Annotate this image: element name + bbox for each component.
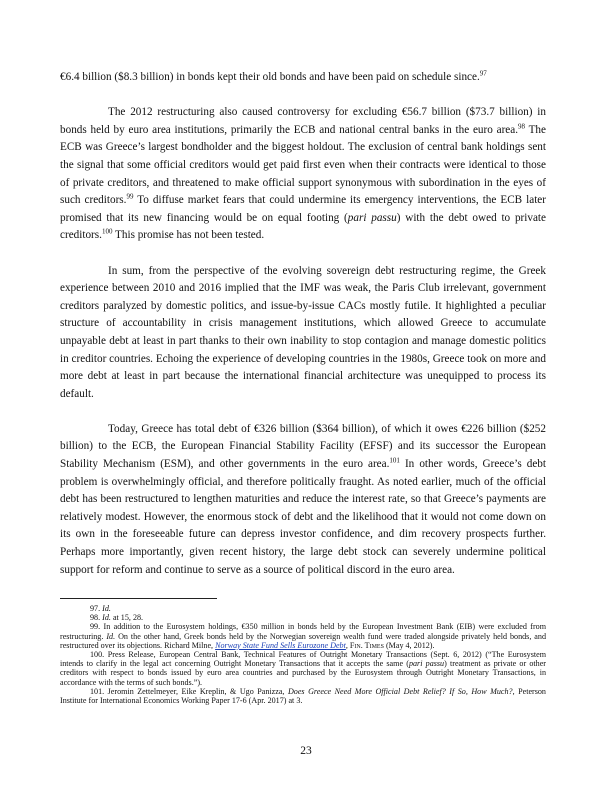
- footnote-number: 99.: [90, 622, 101, 632]
- footnote-divider: [60, 598, 217, 599]
- paragraph-text: In sum, from the perspective of the evolving sovereign debt restructuring regime, the Greek experience between 2010 and 2016 implied that the IMF was weak, the Paris Club irrelevant, government creditors paralyzed by domestic politics, and issue-by-issue CACs mostly futile. It highlighted a peculiar structure of accountability in crisis management institutions, which allowed Greece to accumulate unpayable debt at least in part thanks to their own inability to stop contagion and manage domestic politics in creditor countries. Echoing the experience of developing countries in the 1980s, Greece took on more and more debt at least in part because the international financial architecture was unequipped to process its default.: [60, 264, 546, 400]
- footnote-italic: Id.: [106, 631, 116, 641]
- footnote-ref-99[interactable]: 99: [126, 192, 134, 201]
- article-link-text[interactable]: Norway State Fund Sells Eurozone Debt: [215, 640, 346, 650]
- footnote-101: [60, 687, 546, 705]
- footnote-italic: Id.: [102, 604, 111, 613]
- footnote-ref-98[interactable]: 98: [518, 122, 526, 131]
- paragraph-text: €6.4 billion ($8.3 billion) in bonds kept their old bonds and have been paid on schedule since.: [60, 71, 480, 83]
- footnote-text: , F: [345, 640, 355, 650]
- footnote-italic: Does Greece Need More Official Debt Relief? If So, How Much?: [287, 686, 513, 696]
- footnote-ref-101[interactable]: 101: [389, 456, 400, 465]
- footnote-100: [60, 650, 546, 687]
- paragraph-continuation: [60, 69, 546, 87]
- footnote-italic: Id.: [102, 613, 111, 623]
- footnote-italic: pari passu: [408, 659, 445, 669]
- footnote-text: On the other hand, Greek bonds held by the Norwegian sovereign wealth fund were traded alongside privately held bonds, and restructured over its objections. Richard Milne,: [60, 631, 546, 650]
- paragraph-text: In other words, Greece’s debt problem is overwhelmingly official, and therefore politically fraught. As noted earlier, much of the official debt has been restructured to lengthen maturities and reduce the interest rate, so that Greece’s payments are relatively modest. However, the enormous stock of debt and the likelihood that it would not come down on its own in the foreseeable future can depress investor confidence, and dim recovery prospects further. Perhaps more importantly, given recent history, the large debt stock can severely undermine political support for reform and continue to serve as a source of political discord in the euro area.: [60, 458, 546, 576]
- footnote-text: , Peterson Institute for International Economics Working Paper 17-6 (Apr. 2017) at 3.: [60, 686, 546, 706]
- footnote-ref-97[interactable]: 97: [479, 69, 487, 78]
- paragraph-in-sum: [60, 263, 546, 404]
- footnote-99: [60, 622, 546, 650]
- footnote-text: Press Release, European Central Bank, Technical Features of Outright Monetary Transactions (Sept. 6, 2012) (“The Eurosystem intends to clarify in the legal act concerning Outright Monetary Transactions that it accepts the same (: [60, 650, 546, 669]
- footnote-number: 98.: [90, 613, 101, 623]
- paragraph-text: This promise has not been tested.: [112, 229, 265, 242]
- footnote-text: Jeromin Zettelmeyer, Eike Kreplin, & Ugo Panizza,: [104, 686, 288, 696]
- footnotes: [60, 604, 546, 705]
- paragraph-ecb-holdings: [60, 104, 546, 245]
- paragraph-text: ) with the debt owed to private creditors.: [60, 211, 547, 242]
- footnote-text: at 15, 28.: [110, 613, 144, 623]
- paragraph-text: The 2012 restructuring also caused controversy for excluding €56.7 billion ($73.7 billion) in bonds held by euro area institutions, primarily the ECB and national central banks in the euro area.: [60, 106, 546, 136]
- footnote-number: 100.: [90, 650, 105, 660]
- publication-name: in. Times: [354, 640, 384, 650]
- footnote-number: 97.: [90, 604, 101, 613]
- footnote-97: [60, 604, 546, 613]
- footnote-text: (May 4, 2012).: [383, 640, 435, 650]
- paragraph-today: [60, 421, 546, 579]
- article-link[interactable]: [215, 641, 346, 650]
- paragraph-text: Today, Greece has total debt of €326 billion ($364 billion), of which it owes €226 billion ($252 billion) to the ECB, the European Financial Stability Facility (EFSF) and its successor the European Stability Mechanism (ESM), and other governments in the euro area.: [60, 422, 546, 471]
- footnote-text: ) treatment as private or other creditors with respect to bonds issued by euro area countries and purchased by the Eurosystem through Outright Monetary Transactions, in accordance with the terms of such bonds.”).: [60, 659, 547, 687]
- page-number: 23: [300, 745, 312, 757]
- footnote-ref-100[interactable]: 100: [101, 227, 113, 236]
- paragraph-text: To diffuse market fears that could undermine its emergency interventions, the ECB later promised that its new financing would be on equal footing (: [60, 194, 546, 224]
- italic-term: pari passu: [347, 211, 397, 224]
- footnote-text: In addition to the Eurosystem holdings, €350 million in bonds held by the European Investment Bank (EIB) were excluded from restructuring.: [60, 622, 546, 641]
- footnote-98: [60, 613, 546, 622]
- body-text: [60, 69, 546, 597]
- footnote-number: 101.: [90, 686, 105, 696]
- paragraph-text: The ECB was Greece’s largest bondholder and the biggest holdout. The exclusion of central bank holdings sent the signal that some official creditors would get paid first even when their contracts were identical to those of private creditors, and threatened to make official support synonymous with subordination in the eyes of such creditors.: [60, 123, 546, 207]
